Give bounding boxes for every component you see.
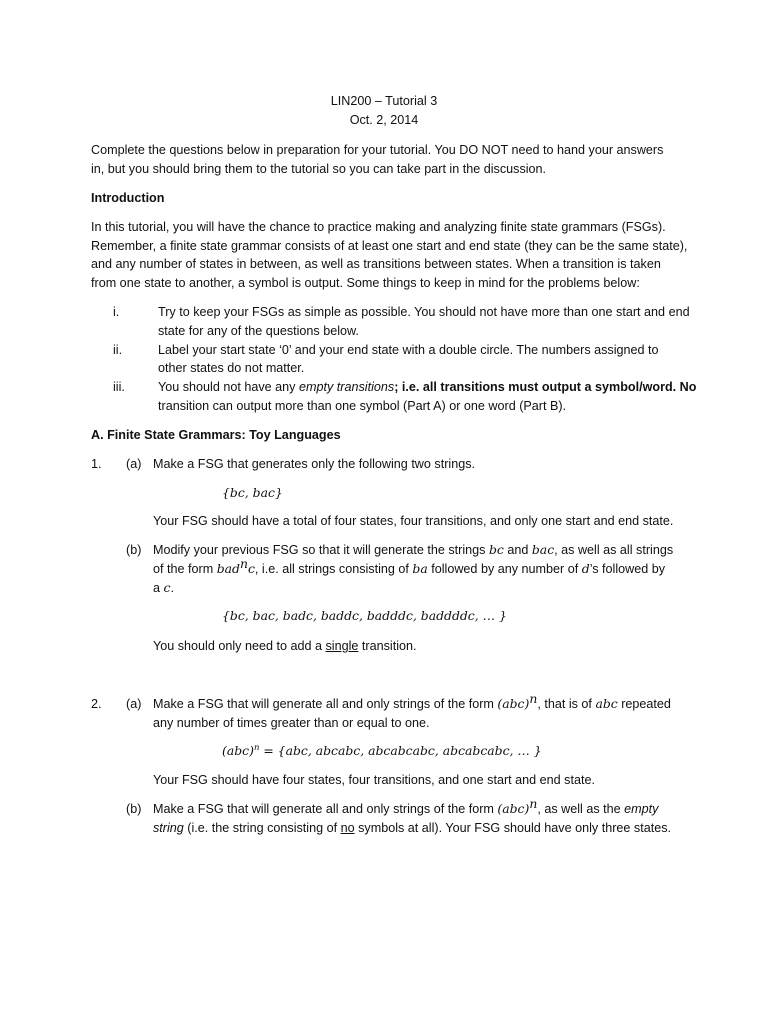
intro-body-line-1: In this tutorial, you will have the chance to practice making and analyzing finite state grammars (FSGs). xyxy=(91,220,666,234)
question-2a-line-1: Make a FSG that will generate all and only strings of the form (abc)$^n$, that is of abc repeated xyxy=(153,691,671,711)
rule-ii-line-2: other states do not matter. xyxy=(158,361,305,375)
intro-body-line-3: and any number of states in between, as well as transitions between states. When a transition is taken xyxy=(91,257,661,271)
question-1a-text: Make a FSG that generates only the following two strings. xyxy=(153,457,476,471)
question-2a-formula: (abc)$^n$ = {abc, abcabc, abcabcabc, abcabcabc, … } xyxy=(222,743,542,758)
question-2a-note: Your FSG should have four states, four transitions, and one start and end state. xyxy=(153,773,595,787)
rule-ii-line-1: Label your start state ‘0’ and your end state with a double circle. The numbers assigned to xyxy=(158,343,659,357)
question-1b-line-2: of the form bad$^n$c, i.e. all strings consisting of ba followed by any number of d’s followed by xyxy=(153,556,666,576)
question-1b-line-1: Modify your previous FSG so that it will generate the strings bc and bac, as well as all strings xyxy=(153,542,674,557)
document-date: Oct. 2, 2014 xyxy=(349,113,419,127)
rule-marker-iii: iii. xyxy=(113,380,125,394)
introduction-heading: Introduction xyxy=(91,191,165,205)
rule-marker-i: i. xyxy=(113,305,120,319)
rule-iii-line-1: You should not have any empty transitions; i.e. all transitions must output a symbol/word. No xyxy=(158,380,697,394)
question-1b-note: You should only need to add a single transition. xyxy=(153,639,417,653)
question-1-number: 1. xyxy=(91,457,102,471)
intro-line-2: in, but you should bring them to the tutorial so you can take part in the discussion. xyxy=(91,162,547,176)
question-1a-label: (a) xyxy=(126,457,142,471)
question-1a-note: Your FSG should have a total of four states, four transitions, and only one start and end state. xyxy=(153,514,674,528)
rule-i-line-1: Try to keep your FSGs as simple as possible. You should not have more than one start and end xyxy=(158,305,690,319)
rule-iii-line-2: transition can output more than one symbol (Part A) or one word (Part B). xyxy=(158,399,567,413)
section-a-heading: A. Finite State Grammars: Toy Languages xyxy=(91,428,341,442)
document-title: LIN200 – Tutorial 3 xyxy=(330,94,438,108)
rule-i-line-2: state for any of the questions below. xyxy=(158,324,359,338)
question-2-number: 2. xyxy=(91,697,102,711)
question-1b-string-set: {bc, bac, badc, baddc, badddc, baddddc, … } xyxy=(222,608,507,623)
rule-marker-ii: ii. xyxy=(113,343,123,357)
question-2b-line-2: string (i.e. the string consisting of no symbols at all). Your FSG should have only three states. xyxy=(153,821,672,835)
question-1b-label: (b) xyxy=(126,543,142,557)
question-2b-line-1: Make a FSG that will generate all and only strings of the form (abc)$^n$, as well as the empty xyxy=(153,796,659,816)
intro-body-line-4: from one state to another, a symbol is output. Some things to keep in mind for the problems below: xyxy=(91,276,640,290)
question-1b-line-3: a c. xyxy=(153,580,174,595)
question-1a-string-set: {bc, bac} xyxy=(222,485,283,500)
question-2b-label: (b) xyxy=(126,802,142,816)
intro-line-1: Complete the questions below in preparation for your tutorial. You DO NOT need to hand your answers xyxy=(91,143,664,157)
question-2a-line-2: any number of times greater than or equal to one. xyxy=(153,716,430,730)
intro-body-line-2: Remember, a finite state grammar consists of at least one start and end state (they can be the same state), xyxy=(91,239,688,253)
question-2a-label: (a) xyxy=(126,697,142,711)
